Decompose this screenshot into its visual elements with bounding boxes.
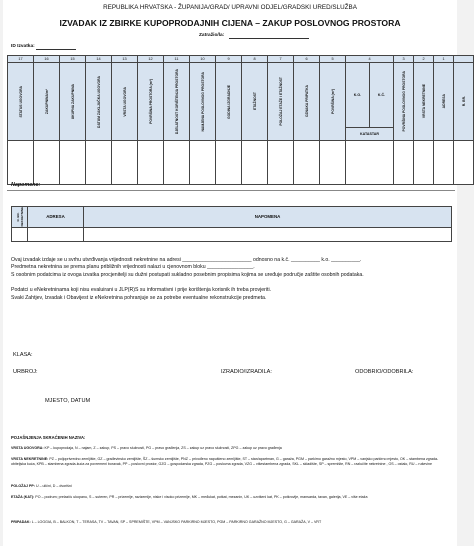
col-num: 7 xyxy=(268,56,294,63)
col-num: 13 xyxy=(112,56,138,63)
zatrazio-label: Zatražio/la: xyxy=(199,33,225,38)
col-header-label: POLOŽAJ ETAŽE I ETAŽNOST xyxy=(278,77,283,126)
katastar-header xyxy=(346,63,394,141)
col-header xyxy=(112,63,138,141)
legend-key: ETAŽA (KAT): xyxy=(11,495,35,499)
katastar-kc: K.Č. xyxy=(370,63,393,127)
paragraph-block: Predmetna nekretnina se prema planu približnih vrijednosti nalazi u cjenovnom bloku ________________. xyxy=(11,264,255,270)
katastar-label: KATASTAR xyxy=(346,127,393,140)
col-num: 15 xyxy=(60,56,86,63)
urbroj-label: URBROJ: xyxy=(13,369,38,375)
col-header xyxy=(268,63,294,141)
notes-col-rbr xyxy=(12,207,28,228)
legend-key: VRSTA NEKRETNINE: xyxy=(11,457,49,461)
col-header-label: VRSTA NEKRETNINE xyxy=(421,84,426,119)
id-izvatka-label: ID Izvatka: xyxy=(11,44,35,49)
napomene-divider xyxy=(7,190,455,191)
col-header-label: VRSTA UGOVORA xyxy=(122,86,127,117)
institution-header: REPUBLIKA HRVATSKA - ŽUPANIJA/GRAD/ UPRAVNI ODJEL/GRADSKI URED/SLUŽBA xyxy=(103,4,357,11)
col-num: 1 xyxy=(434,56,454,63)
legend-pripadak xyxy=(11,520,453,525)
col-num: 6 xyxy=(294,56,320,63)
col-header-label: ETAŽNOST xyxy=(252,92,257,111)
legend-title: POJAŠNJENJA SKRAĆENIH NAZIVA: xyxy=(11,435,86,440)
col-num: 3 xyxy=(394,56,414,63)
paragraph-archive: Svaki Zahtjev, Izvadak i Obavijest iz eNekretnina pohranjuje se za potrebe eventualne rekonstrukcije predmeta. xyxy=(11,295,267,301)
legend-vrsta-ugovora xyxy=(11,446,453,451)
table-cell[interactable] xyxy=(34,141,60,185)
mjesto-datum-label: MJESTO, DATUM xyxy=(45,398,91,404)
column-header-row xyxy=(8,63,474,141)
col-header-label: STATUS UGOVORA xyxy=(18,85,23,118)
katastar-ko: K.O. xyxy=(346,63,370,127)
col-header-label: R. BR. xyxy=(461,96,466,107)
col-header xyxy=(294,63,320,141)
zatrazio-line xyxy=(229,38,309,39)
legend-etaza xyxy=(11,495,453,500)
table-cell[interactable] xyxy=(320,141,346,185)
notes-cell[interactable] xyxy=(28,227,84,241)
notes-col-adresa: ADRESA xyxy=(28,207,84,228)
col-header xyxy=(414,63,434,141)
table-cell[interactable] xyxy=(216,141,242,185)
table-row xyxy=(8,141,474,185)
col-header xyxy=(60,63,86,141)
column-number-row xyxy=(8,56,474,63)
table-cell[interactable] xyxy=(112,141,138,185)
table-cell[interactable] xyxy=(86,141,112,185)
col-header xyxy=(86,63,112,141)
col-header-label: GODINA IZGRADNJE xyxy=(226,84,231,119)
document-title: IZVADAK IZ ZBIRKE KUPOPRODAJNIH CIJENA – ZAKUP POSLOVNOG PROSTORA xyxy=(59,18,401,28)
col-num: 9 xyxy=(216,56,242,63)
legend-value: PZ – poljoprivredno zemljište, GZ – građevinsko zemljište, ŠZ – šumsko zemljište, PNZ – privođeno napušteno zemljište, ST – stan/apartman, G – garaža, PGM – parkirno garažno mjesto, VPM – vanjsko parkirno mjesto, OK – stambena zgrada-obiteljska kuća, KPB – stambena zgrada-kuća za povremeni boravak, PP – poslovni prostor, GZG – gospodarska zgrada, PZG – poslovna zgrada, VZG – višestambena zgrada, SKL – skladište, SP – spremište, RN – razlučite nekretnine , OS – ostalo, RU – ruševine xyxy=(11,457,439,467)
table-cell[interactable] xyxy=(394,141,414,185)
table-cell[interactable] xyxy=(414,141,434,185)
legend-polozaj xyxy=(11,484,453,489)
notes-row xyxy=(12,227,452,241)
col-num: 8 xyxy=(242,56,268,63)
col-header xyxy=(242,63,268,141)
col-header-label: POVRŠINA PROSTORA (m²) xyxy=(148,79,153,124)
paragraph-privacy: S osobnim podatcima iz ovoga izvatka procjenitelji su dužni postupati sukladno posebnim propisima kojima se uređuje područje zaštite osobnih podataka. xyxy=(11,272,364,278)
col-header xyxy=(454,63,474,141)
table-cell[interactable] xyxy=(346,141,394,185)
col-header-label: UKUPNA ZAKUPNINA xyxy=(70,83,75,120)
legend-value: PO – podrum; prelazi/u ukopanu, S – suteren, PR – prizemlje, razizemlje, niske i visoko prizemlje, MK – međukat, potkat, mezanin, UK – uzvišeni kat, PK – potkrovlje, mansarda, tavan, galerija, VE – više etaža xyxy=(35,495,368,499)
table-cell[interactable] xyxy=(242,141,268,185)
notes-col-napomena: NAPOMENA xyxy=(84,207,452,228)
table-cell[interactable] xyxy=(164,141,190,185)
izradio-label: IZRADIO/IZRADILA: xyxy=(221,369,272,375)
legend-vrsta-nekretnine xyxy=(11,457,453,467)
col-num: 11 xyxy=(164,56,190,63)
paragraph-purpose: Ovaj izvadak izdaje se u svrhu utvrđivanja vrijednosti nekretnine na adresi ________________________ odnosno na k.č. __________ k.o. __________. xyxy=(11,257,362,263)
col-num: 2 xyxy=(414,56,434,63)
col-header xyxy=(394,63,414,141)
legend-key: PRIPADAK: xyxy=(11,520,31,524)
col-header-label: DATUM ZAKLJUČKA UGOVORA xyxy=(96,75,101,128)
main-table xyxy=(7,55,474,185)
legend-value: U – ulični, D – dvorišni xyxy=(35,484,72,488)
col-header-label: NAMJENA POSLOVNOG PROSTORA xyxy=(200,71,205,132)
col-header-label: ZAKUPNINA/m² xyxy=(44,88,49,115)
legend-value: KP – kupoprodaja, N – najam, Z – zakup, PS – pravo služnosti, PG – pravo građenja, ZS – zakup uz pravo služnosti, ZPG – zakup uz pravo građenja xyxy=(44,446,282,450)
col-header xyxy=(138,63,164,141)
id-izvatka-line xyxy=(36,49,76,50)
legend-key: VRSTA UGOVORA: xyxy=(11,446,44,450)
table-cell[interactable] xyxy=(268,141,294,185)
legend-key: POLOŽAJ PP: xyxy=(11,484,35,488)
col-header-label: OZNAKA PRIPATKA xyxy=(304,85,309,118)
table-cell[interactable] xyxy=(8,141,34,185)
table-cell[interactable] xyxy=(190,141,216,185)
col-header xyxy=(434,63,454,141)
col-num: 12 xyxy=(138,56,164,63)
napomene-label: Napomene: xyxy=(11,182,41,188)
table-cell[interactable] xyxy=(454,141,474,185)
table-cell[interactable] xyxy=(434,141,454,185)
col-num: 4 xyxy=(346,56,394,63)
col-num: 5 xyxy=(320,56,346,63)
document-page xyxy=(3,0,466,546)
col-header-label: POVRŠINA (m²) xyxy=(330,89,335,114)
col-num-empty xyxy=(454,56,474,63)
table-cell[interactable] xyxy=(138,141,164,185)
col-num: 10 xyxy=(190,56,216,63)
col-header xyxy=(8,63,34,141)
col-num: 17 xyxy=(8,56,34,63)
table-cell[interactable] xyxy=(60,141,86,185)
paragraph-informative: Podatci u eNekretninama koji nisu evaluirani u JLP(R)S su informativni i prije korištenja korisnik ih treba provjeriti. xyxy=(11,287,272,293)
col-header-label: POVRŠINA POSLOVNOG PROSTORA xyxy=(401,71,406,132)
col-num: 14 xyxy=(86,56,112,63)
notes-cell[interactable] xyxy=(84,227,452,241)
col-header-label: DJELATNOST KORIŠTENJA PROSTORA xyxy=(174,68,179,135)
odobrio-label: ODOBRIO/ODOBRILA: xyxy=(355,369,414,375)
col-header xyxy=(190,63,216,141)
col-header xyxy=(320,63,346,141)
notes-col-rbr-label: R. BR. NEKRETNINE xyxy=(15,206,24,227)
table-cell[interactable] xyxy=(294,141,320,185)
notes-cell[interactable] xyxy=(12,227,28,241)
legend-value: L – LOGGIA, B – BALKON, T – TERASA, TV – TAVAN, SP – SPREMIŠTE, VPM – VANJSKO PARKIRNO MJESTO, PGM – PARKIRNO GARAŽNO MJESTO, G – GARAŽA, V – VRT xyxy=(31,520,322,524)
col-header xyxy=(164,63,190,141)
col-header xyxy=(216,63,242,141)
col-header-label: ADRESA xyxy=(441,94,446,109)
col-header xyxy=(34,63,60,141)
klasa-label: KLASA: xyxy=(13,352,33,358)
col-num: 16 xyxy=(34,56,60,63)
notes-header-row xyxy=(12,207,452,228)
notes-table xyxy=(11,206,452,242)
